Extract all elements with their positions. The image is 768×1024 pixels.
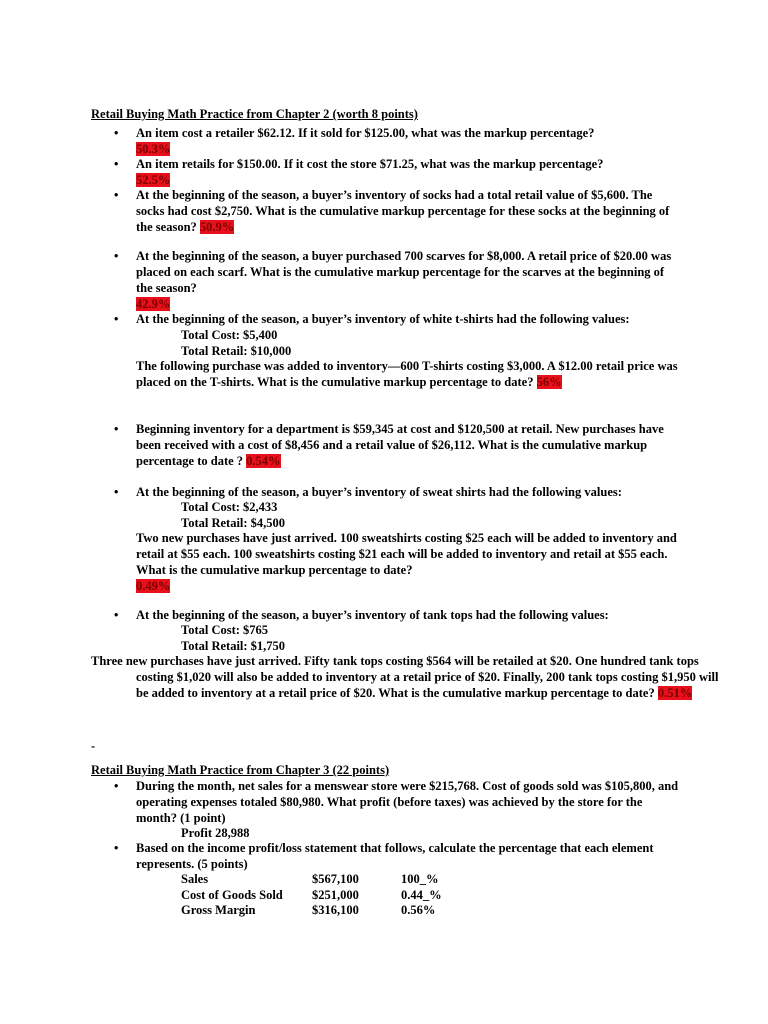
bullet-icon: • <box>114 422 119 436</box>
question-text: At the beginning of the season, a buyer’s inventory of socks had a total retail value of $5,600. The socks had cost $2,750. What is the cumulative markup percentage for these socks at the beginning of the season? <box>136 188 670 234</box>
question-text: An item retails for $150.00. If it cost the store $71.25, what was the markup percentage? <box>136 157 604 171</box>
row-label: Gross Margin <box>181 903 256 917</box>
total-retail: Total Retail: $4,500 <box>181 516 286 530</box>
question-text: Beginning inventory for a department is $59,345 at cost and $120,500 at retail. New purchases have been received with a cost of $8,456 and a retail value of $26,112. What is the cumulative markup percentage to date ? <box>136 422 664 468</box>
question-8-continued <box>91 653 726 701</box>
bullet-icon: • <box>114 312 119 326</box>
question-2 <box>136 156 681 188</box>
answer-highlight: 0.49% <box>136 579 171 593</box>
bullet-icon: • <box>114 608 119 622</box>
bullet-icon: • <box>114 779 119 793</box>
bullet-icon: • <box>114 249 119 263</box>
bullet-icon: • <box>114 126 119 140</box>
question-text: The following purchase was added to inventory—600 T-shirts costing $3,000. A $12.00 retail price was placed on the T-shirts. What is the cumulative markup percentage to date? <box>136 359 678 389</box>
answer-highlight: 0.51% <box>657 686 693 700</box>
question-text: Three new purchases have just arrived. Fifty tank tops costing $564 will be retailed at $20. One hundred tank tops costing $1,020 will also be added to inventory at a retail price of $20. Finally, 200 tank tops costing $1,950 will be added to inventory at a retail price of $20. What is the cumulative markup percentage to date? <box>91 654 719 700</box>
bullet-icon: • <box>114 485 119 499</box>
separator-dash: - <box>91 739 96 753</box>
total-cost: Total Cost: $2,433 <box>181 500 278 514</box>
question-text: An item cost a retailer $62.12. If it sold for $125.00, what was the markup percentage? <box>136 126 595 140</box>
chapter-3-heading: Retail Buying Math Practice from Chapter 3 (22 points) <box>91 763 390 777</box>
bullet-icon: • <box>114 188 119 202</box>
bullet-icon: • <box>114 157 119 171</box>
row-percentage: 100_% <box>401 872 439 886</box>
row-amount: $316,100 <box>312 903 359 917</box>
row-amount: $567,100 <box>312 872 359 886</box>
question-8: At the beginning of the season, a buyer’s inventory of tank tops had the following values: <box>136 608 609 622</box>
chapter-3-question-2: Based on the income profit/loss statement that follows, calculate the percentage that each element represents. (5 points) <box>136 841 654 871</box>
answer-highlight: 52.5% <box>136 173 171 187</box>
chapter-2-heading: Retail Buying Math Practice from Chapter 2 (worth 8 points) <box>91 107 418 121</box>
row-amount: $251,000 <box>312 888 359 902</box>
total-cost: Total Cost: $5,400 <box>181 328 278 342</box>
question-1 <box>136 125 681 157</box>
answer-highlight: 56% <box>536 375 562 389</box>
question-7-continued <box>136 530 681 594</box>
answer-highlight: 0.54% <box>246 454 281 468</box>
row-percentage: 0.56% <box>401 903 436 917</box>
row-label: Sales <box>181 872 209 886</box>
profit-answer: Profit 28,988 <box>181 826 250 840</box>
question-4 <box>136 248 681 312</box>
chapter-3-question-1: During the month, net sales for a menswear store were $215,768. Cost of goods sold was $105,800, and operating expenses totaled $80,980. What profit (before taxes) was achieved by the store for the month? (1 point) <box>136 779 679 825</box>
answer-highlight: 42.9% <box>136 297 171 311</box>
question-3 <box>136 187 681 235</box>
row-percentage: 0.44_% <box>401 888 442 902</box>
row-label: Cost of Goods Sold <box>181 888 283 902</box>
question-6 <box>136 421 681 469</box>
question-7: At the beginning of the season, a buyer’s inventory of sweat shirts had the following values: <box>136 485 622 499</box>
total-retail: Total Retail: $1,750 <box>181 639 286 653</box>
question-5-continued <box>136 358 681 390</box>
question-text: At the beginning of the season, a buyer purchased 700 scarves for $8,000. A retail price of $20.00 was placed on each scarf. What is the cumulative markup percentage for the scarves at the beginning of the season? <box>136 249 672 295</box>
question-5: At the beginning of the season, a buyer’s inventory of white t-shirts had the following values: <box>136 312 630 326</box>
total-retail: Total Retail: $10,000 <box>181 344 292 358</box>
answer-highlight: 50.9% <box>199 220 235 234</box>
answer-highlight: 50.3% <box>136 142 171 156</box>
question-text: Two new purchases have just arrived. 100 sweatshirts costing $25 each will be added to inventory and retail at $55 each. 100 sweatshirts costing $21 each will be added to inventory and retail at $55 each. What is the cumulative markup percentage to date? <box>136 531 677 577</box>
total-cost: Total Cost: $765 <box>181 623 269 637</box>
bullet-icon: • <box>114 841 119 855</box>
